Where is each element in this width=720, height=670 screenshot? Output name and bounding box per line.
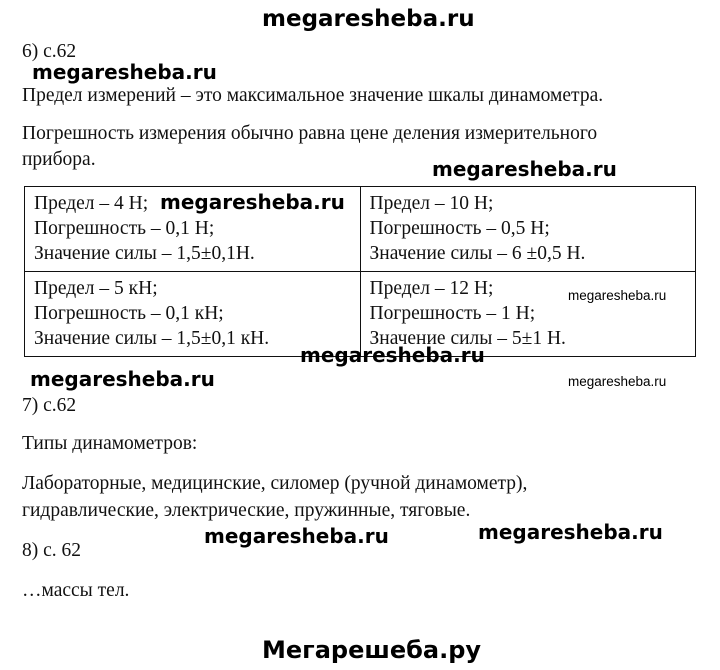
q7-line1: Лабораторные, медицинские, силомер (ручной динамометр), (22, 473, 528, 494)
header-watermark: megaresheba.ru (262, 6, 475, 32)
cell-line: Предел – 12 Н; (369, 278, 494, 299)
q6-error-line1: Погрешность измерения обычно равна цене деления измерительного (22, 123, 598, 144)
watermark-bold: megaresheba.ru (300, 343, 485, 367)
watermark-bold: megaresheba.ru (432, 157, 617, 181)
cell-line: Значение силы – 6 ±0,5 Н. (369, 243, 586, 264)
footer-title: Мегарешеба.ру (262, 636, 482, 664)
q6-definition: Предел измерений – это максимальное значение шкалы динамометра. (22, 85, 604, 106)
q6-answers-table (24, 186, 696, 357)
cell-line: Предел – 5 кН; (34, 278, 158, 299)
q7-line2: гидравлические, электрические, пружинные, тяговые. (22, 500, 471, 521)
cell-line: Предел – 10 Н; (369, 193, 494, 214)
watermark-small: megaresheba.ru (568, 374, 667, 389)
watermark-bold: megaresheba.ru (478, 520, 663, 544)
cell-line: Значение силы – 5±1 Н. (369, 328, 566, 349)
cell-line: Значение силы – 1,5±0,1 кН. (34, 328, 270, 349)
cell-line: Погрешность – 0,1 Н; (34, 218, 215, 239)
cell-line: Погрешность – 0,1 кН; (34, 303, 224, 324)
q6-error-line2: прибора. (22, 149, 96, 170)
cell-line: Погрешность – 0,5 Н; (369, 218, 550, 239)
q8-number: 8) с. 62 (22, 540, 82, 561)
q7-number: 7) с.62 (22, 395, 77, 416)
watermark-bold: megaresheba.ru (32, 60, 217, 84)
cell-line: Значение силы – 1,5±0,1Н. (34, 243, 255, 264)
watermark-bold: megaresheba.ru (204, 524, 389, 548)
q6-number: 6) с.62 (22, 41, 77, 62)
cell-line: Погрешность – 1 Н; (369, 303, 536, 324)
cell-line: Предел – 4 Н; (34, 193, 149, 214)
q8-text: …массы тел. (22, 580, 130, 601)
watermark-small: megaresheba.ru (568, 288, 667, 303)
q7-heading: Типы динамометров: (22, 433, 198, 454)
table-cell (360, 187, 696, 272)
watermark-bold: megaresheba.ru (30, 367, 215, 391)
watermark-bold: megaresheba.ru (160, 190, 345, 214)
